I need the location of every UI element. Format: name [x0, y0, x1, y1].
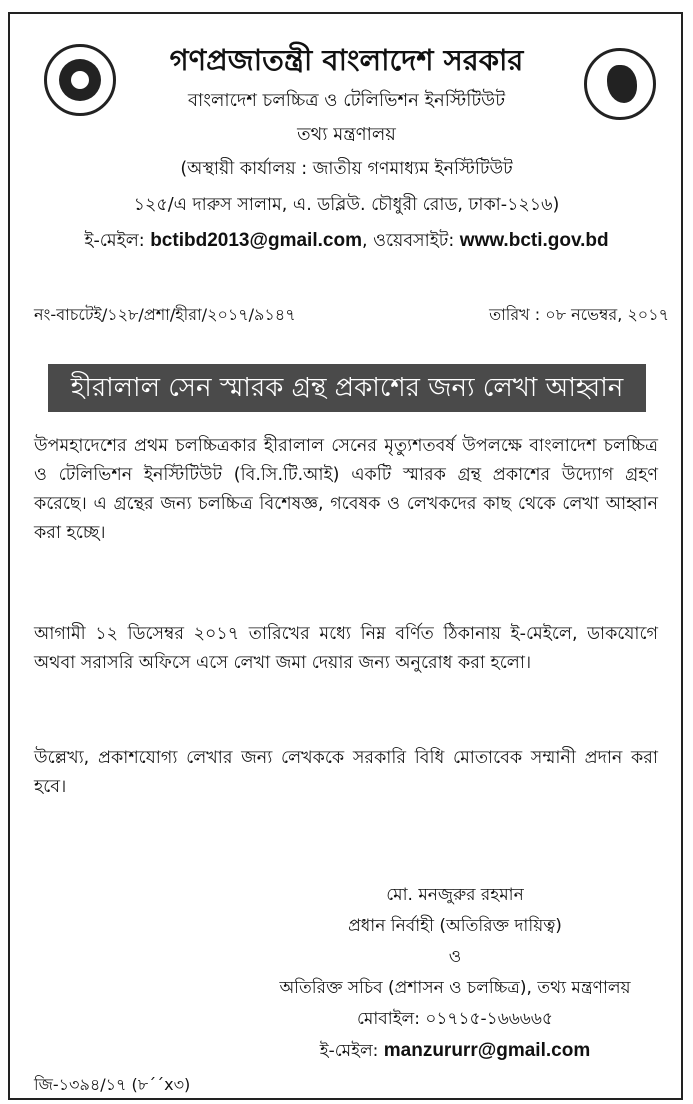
notice-title: হীরালাল সেন স্মারক গ্রন্থ প্রকাশের জন্য লেখা আহ্বান [48, 364, 646, 412]
signatory-mobile: মোবাইল: ০১৭১৫-১৬৬৬৬৫ [357, 1009, 553, 1029]
institute-email[interactable]: bctibd2013@gmail.com [150, 230, 362, 251]
paragraph-1: উপমহাদেশের প্রথম চলচ্চিত্রকার হীরালাল সেনের মৃত্যুশতবর্ষ উপলক্ষে বাংলাদেশ চলচ্চিত্র ও টেলিভিশন ইনস্টিটিউট (বি.সি.টি.আই) একটি স্মারক গ্রন্থ প্রকাশের উদ্যোগ গ্রহণ করেছে। এ গ্রন্থের জন্য চলচ্চিত্র বিশেষজ্ঞ, গবেষক ও লেখকদের কাছ থেকে লেখা আহ্বান করা হচ্ছে। [34, 436, 658, 543]
gov-title: গণপ্রজাতন্ত্রী বাংলাদেশ সরকার [169, 43, 524, 77]
website-label: , ওয়েবসাইট: [361, 231, 460, 251]
ministry-name: তথ্য মন্ত্রণালয় [297, 124, 396, 145]
signatory-designation-2: অতিরিক্ত সচিব (প্রশাসন ও চলচ্চিত্র), তথ্য মন্ত্রণালয় [279, 978, 631, 998]
contact-line [0, 228, 693, 257]
email-label: ই-মেইল: [84, 231, 151, 251]
paragraph-3: উল্লেখ্য, প্রকাশযোগ্য লেখার জন্য লেখককে সরকারি বিধি মোতাবেক সম্মানী প্রদান করা হবে। [34, 748, 658, 797]
signatory-designation: প্রধান নির্বাহী (অতিরিক্ত দায়িত্ব) [348, 916, 562, 936]
signatory-and: ও [448, 947, 462, 967]
footer-code: জি-১৩৯৪/১৭ (৮´´x৩) [34, 1075, 191, 1094]
institute-website[interactable]: www.bcti.gov.bd [459, 230, 609, 251]
paragraph-2: আগামী ১২ ডিসেম্বর ২০১৭ তারিখের মধ্যে নিম্ন বর্ণিত ঠিকানায় ই-মেইলে, ডাকযোগে অথবা সরাসরি অফিসে এসে লেখা জমা দেয়ার জন্য অনুরোধ করা হলো। [34, 624, 658, 673]
signatory-name: মো. মনজুরুর রহমান [386, 885, 524, 905]
signature-block [250, 880, 660, 1067]
office-address: ১২৫/এ দারুস সালাম, এ. ডব্লিউ. চৌধুরী রোড, ঢাকা-১২১৬) [133, 195, 560, 215]
signatory-email-label: ই-মেইল: [319, 1041, 384, 1061]
institute-name: বাংলাদেশ চলচ্চিত্র ও টেলিভিশন ইনস্টিটিউট [187, 90, 506, 111]
memo-date: তারিখ : ০৮ নভেম্বর, ২০১৭ [489, 305, 669, 324]
memo-number: নং-বাচটেই/১২৮/প্রশা/হীরা/২০১৭/৯১৪৭ [34, 305, 296, 324]
signatory-contact [250, 1035, 660, 1067]
temp-office: (অস্থায়ী কার্যালয় : জাতীয় গণমাধ্যম ইনস্টিটিউট [180, 159, 513, 179]
signatory-email[interactable]: manzururr@gmail.com [383, 1040, 591, 1061]
